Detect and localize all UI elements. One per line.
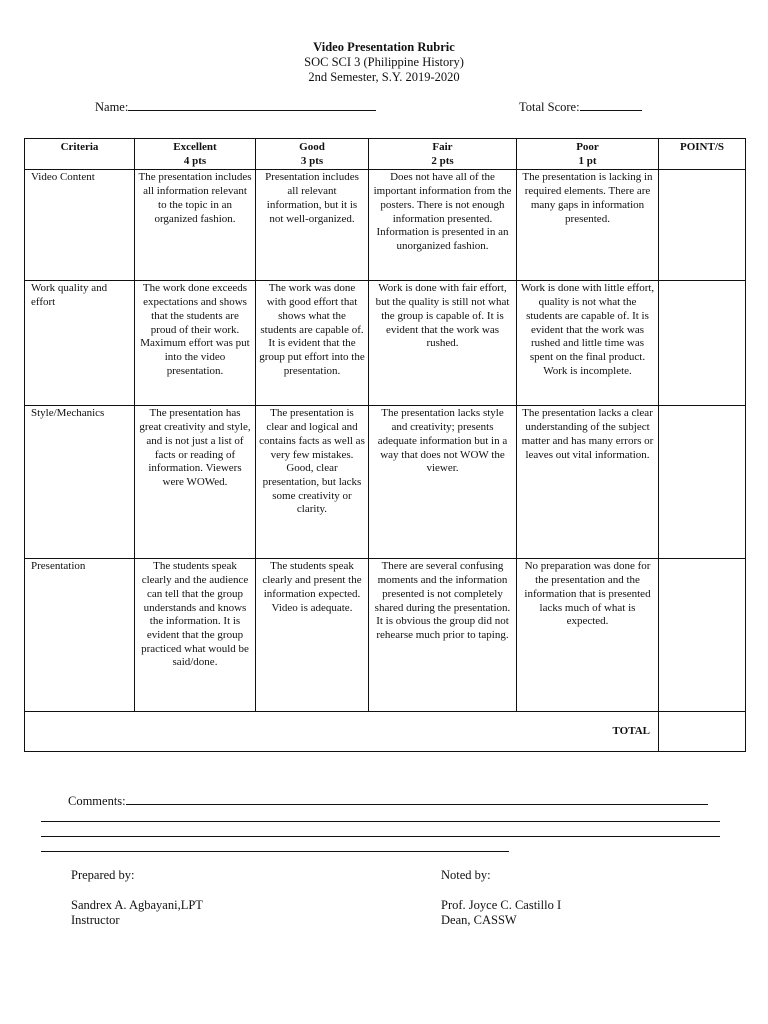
header-excellent: Excellent 4 pts [135, 139, 256, 170]
comments-line-2[interactable] [41, 821, 720, 822]
excellent-description: The students speak clearly and the audience can tell that the group understands and knows the information. It is evident that the group practiced what would be said/done. [135, 559, 256, 712]
criteria-style-mechanics: Style/Mechanics [25, 406, 135, 559]
document-title: Video Presentation Rubric [313, 40, 455, 54]
prepared-by-name: Sandrex A. Agbayani,LPT [71, 898, 203, 912]
prepared-by-label: Prepared by: [71, 868, 135, 882]
noted-by-label: Noted by: [441, 868, 491, 882]
comments-line-3[interactable] [41, 836, 720, 837]
criteria-work-quality: Work quality and effort [25, 281, 135, 406]
comments-line-4[interactable] [41, 851, 509, 852]
total-score-blank[interactable] [580, 99, 642, 111]
excellent-description: The presentation includes all information relevant to the topic in an organized fashion. [135, 170, 256, 281]
header-fair: Fair 2 pts [369, 139, 517, 170]
total-score-label: Total Score: [519, 100, 580, 114]
noted-by-title: Dean, CASSW [441, 913, 517, 927]
criteria-video-content: Video Content [25, 170, 135, 281]
noted-by-block [441, 868, 561, 928]
rubric-header-row [25, 139, 746, 170]
name-label: Name: [95, 100, 129, 114]
total-row [25, 712, 746, 752]
total-score-field[interactable] [519, 99, 642, 115]
course-line: SOC SCI 3 (Philippine History) [304, 55, 464, 69]
good-description: The students speak clearly and present the information expected. Video is adequate. [256, 559, 369, 712]
total-points-cell[interactable] [659, 712, 746, 752]
prepared-by-title: Instructor [71, 913, 120, 927]
fair-description: The presentation lacks style and creativity; presents adequate information but in a way that does not WOW the viewer. [369, 406, 517, 559]
name-blank[interactable] [128, 99, 376, 111]
poor-description: No preparation was done for the presentation and the information that is presented lacks much of what is expected. [517, 559, 659, 712]
name-field[interactable] [95, 99, 376, 115]
comments-line-1[interactable] [126, 793, 708, 805]
table-row [25, 559, 746, 712]
rubric-table [24, 138, 746, 752]
header-poor: Poor 1 pt [517, 139, 659, 170]
noted-by-name: Prof. Joyce C. Castillo I [441, 898, 562, 912]
poor-description: The presentation lacks a clear understanding of the subject matter and has many errors or leaves out vital information. [517, 406, 659, 559]
good-description: Presentation includes all relevant information, but it is not well-organized. [256, 170, 369, 281]
excellent-description: The work done exceeds expectations and shows that the students are proud of their work. Maximum effort was put into the video presentation. [135, 281, 256, 406]
table-row [25, 170, 746, 281]
points-cell[interactable] [659, 281, 746, 406]
criteria-presentation: Presentation [25, 559, 135, 712]
fair-description: There are several confusing moments and the information presented is not completely shared during the presentation. It is obvious the group did not rehearse much prior to taping. [369, 559, 517, 712]
fair-description: Work is done with fair effort, but the quality is still not what the group is capable of. It is evident that the work was rushed. [369, 281, 517, 406]
fair-description: Does not have all of the important information from the posters. There is not enough information presented. Information is presented in an unorganized fashion. [369, 170, 517, 281]
excellent-description: The presentation has great creativity and style, and is not just a list of facts or reading of information. Viewers were WOWed. [135, 406, 256, 559]
table-row [25, 281, 746, 406]
points-cell[interactable] [659, 559, 746, 712]
total-label: TOTAL [25, 712, 659, 752]
points-cell[interactable] [659, 406, 746, 559]
points-cell[interactable] [659, 170, 746, 281]
comments-label: Comments: [68, 794, 126, 808]
header-criteria: Criteria [25, 139, 135, 170]
good-description: The presentation is clear and logical and contains facts as well as very few mistakes. Good, clear presentation, but lacks some creativity or clarity. [256, 406, 369, 559]
term-line: 2nd Semester, S.Y. 2019-2020 [308, 70, 460, 84]
poor-description: Work is done with little effort, quality is not what the students are capable of. It is evident that the work was rushed and little time was spent on the final product. Work is incomplete. [517, 281, 659, 406]
prepared-by-block [71, 868, 203, 928]
header-good: Good 3 pts [256, 139, 369, 170]
good-description: The work was done with good effort that shows what the students are capable of. It is evident that the group put effort into the presentation. [256, 281, 369, 406]
document-header [0, 40, 768, 85]
poor-description: The presentation is lacking in required elements. There are many gaps in information presented. [517, 170, 659, 281]
comments-field[interactable] [68, 793, 708, 809]
table-row [25, 406, 746, 559]
header-points: POINT/S [659, 139, 746, 170]
